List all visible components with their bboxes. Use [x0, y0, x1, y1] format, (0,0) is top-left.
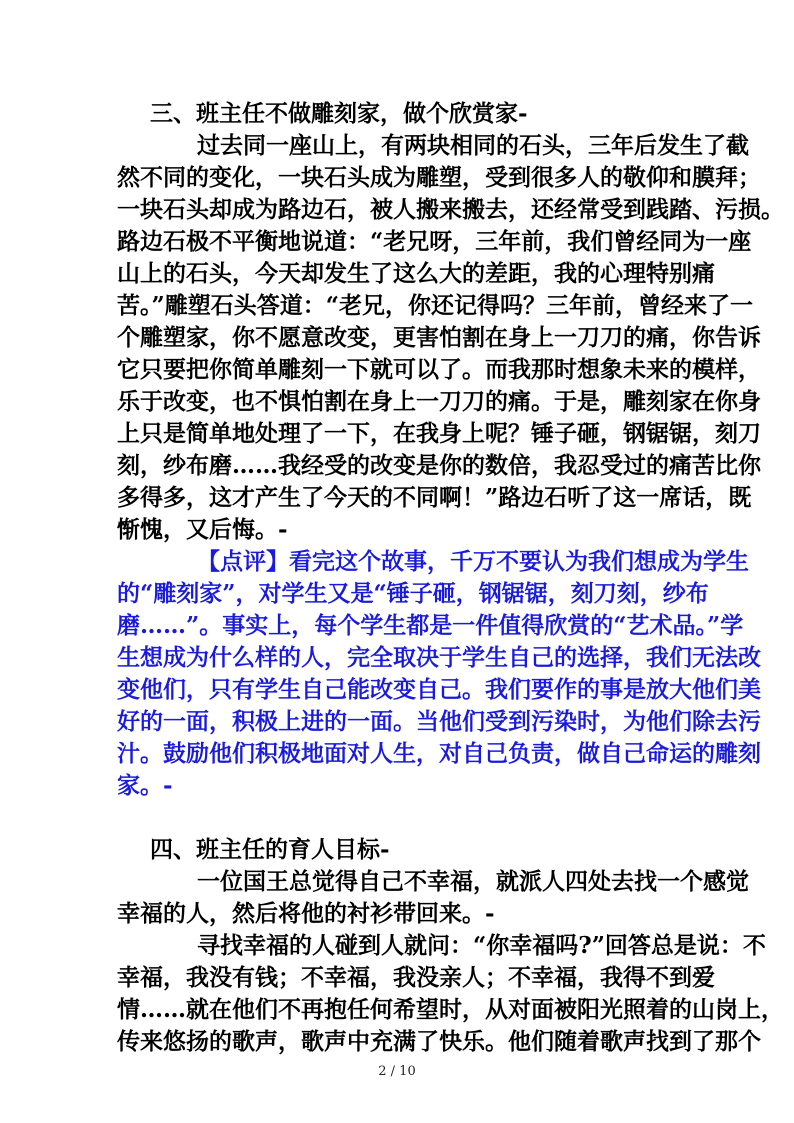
- paragraph-line: 一块石头却成为路边石，被人搬来搬去，还经常受到践踏、污损。: [117, 196, 784, 223]
- comment-line: 好的一面，积极上进的一面。当他们受到污染时，为他们除去污: [117, 708, 761, 735]
- comment-label: 【点评】: [197, 548, 289, 575]
- paragraph-line: 个雕塑家，你不愿意改变，更害怕割在身上一刀刀的痛，你告诉: [117, 324, 761, 351]
- paragraph-line: 苦。”雕塑石头答道：“老兄，你还记得吗？三年前，曾经来了一: [117, 292, 753, 319]
- comment-line: 磨……”。事实上，每个学生都是一件值得欣赏的“艺术品。”学: [117, 612, 744, 639]
- paragraph-line: 幸福，我没有钱；不幸福，我没亲人；不幸福，我得不到爱: [117, 964, 715, 991]
- paragraph-line: 上只是简单地处理了一下，在我身上呢？锤子砸，钢锯锯，刻刀: [117, 420, 761, 447]
- paragraph-line: 刻，纱布磨……我经受的改变是你的数倍，我忍受过的痛苦比你: [117, 452, 761, 479]
- paragraph-line: 山上的石头，今天却发生了这么大的差距，我的心理特别痛: [117, 260, 715, 287]
- section-heading-3: 三、班主任不做雕刻家，做个欣赏家-: [150, 100, 528, 127]
- paragraph-line: 惭愧，又后悔。-: [117, 516, 288, 543]
- comment-line: 生想成为什么样的人，完全取决于学生自己的选择，我们无法改: [117, 644, 761, 671]
- paragraph-line: 然不同的变化，一块石头成为雕塑，受到很多人的敬仰和膜拜；: [117, 164, 761, 191]
- paragraph-line: 情……就在他们不再抱任何希望时，从对面被阳光照着的山岗上，: [117, 996, 784, 1023]
- paragraph-line: 乐于改变，也不惧怕割在身上一刀刀的痛。于是，雕刻家在你身: [117, 388, 761, 415]
- page-number: 2 / 10: [378, 1064, 416, 1079]
- comment-text: 看完这个故事，千万不要认为我们想成为学生: [289, 548, 749, 575]
- paragraph-line: 路边石极不平衡地说道：“老兄呀，三年前，我们曾经同为一座: [117, 228, 752, 255]
- paragraph-line: 寻找幸福的人碰到人就问：“你幸福吗?”回答总是说：不: [197, 932, 766, 959]
- comment-line: 汁。鼓励他们积极地面对人生，对自己负责，做自己命运的雕刻: [117, 740, 761, 767]
- comment-first-line: [197, 546, 749, 578]
- paragraph-line: 多得多，这才产生了今天的不同啊！”路边石听了这一席话，既: [117, 484, 752, 511]
- paragraph-line: 一位国王总觉得自己不幸福，就派人四处去找一个感觉: [197, 868, 749, 895]
- paragraph-line: 过去同一座山上，有两块相同的石头，三年后发生了截: [197, 132, 749, 159]
- comment-line: 的“雕刻家”，对学生又是“锤子砸，钢锯锯，刻刀刻，纱布: [117, 580, 709, 607]
- paragraph-line: 它只要把你简单雕刻一下就可以了。而我那时想象未来的模样，: [117, 356, 761, 383]
- paragraph-line: 幸福的人，然后将他的衬衫带回来。-: [117, 900, 495, 927]
- comment-line: 变他们，只有学生自己能改变自己。我们要作的事是放大他们美: [117, 676, 761, 703]
- comment-line: 家。-: [117, 772, 173, 799]
- section-heading-4: 四、班主任的育人目标-: [150, 836, 390, 863]
- paragraph-line: 传来悠扬的歌声，歌声中充满了快乐。他们随着歌声找到了那个: [117, 1028, 761, 1055]
